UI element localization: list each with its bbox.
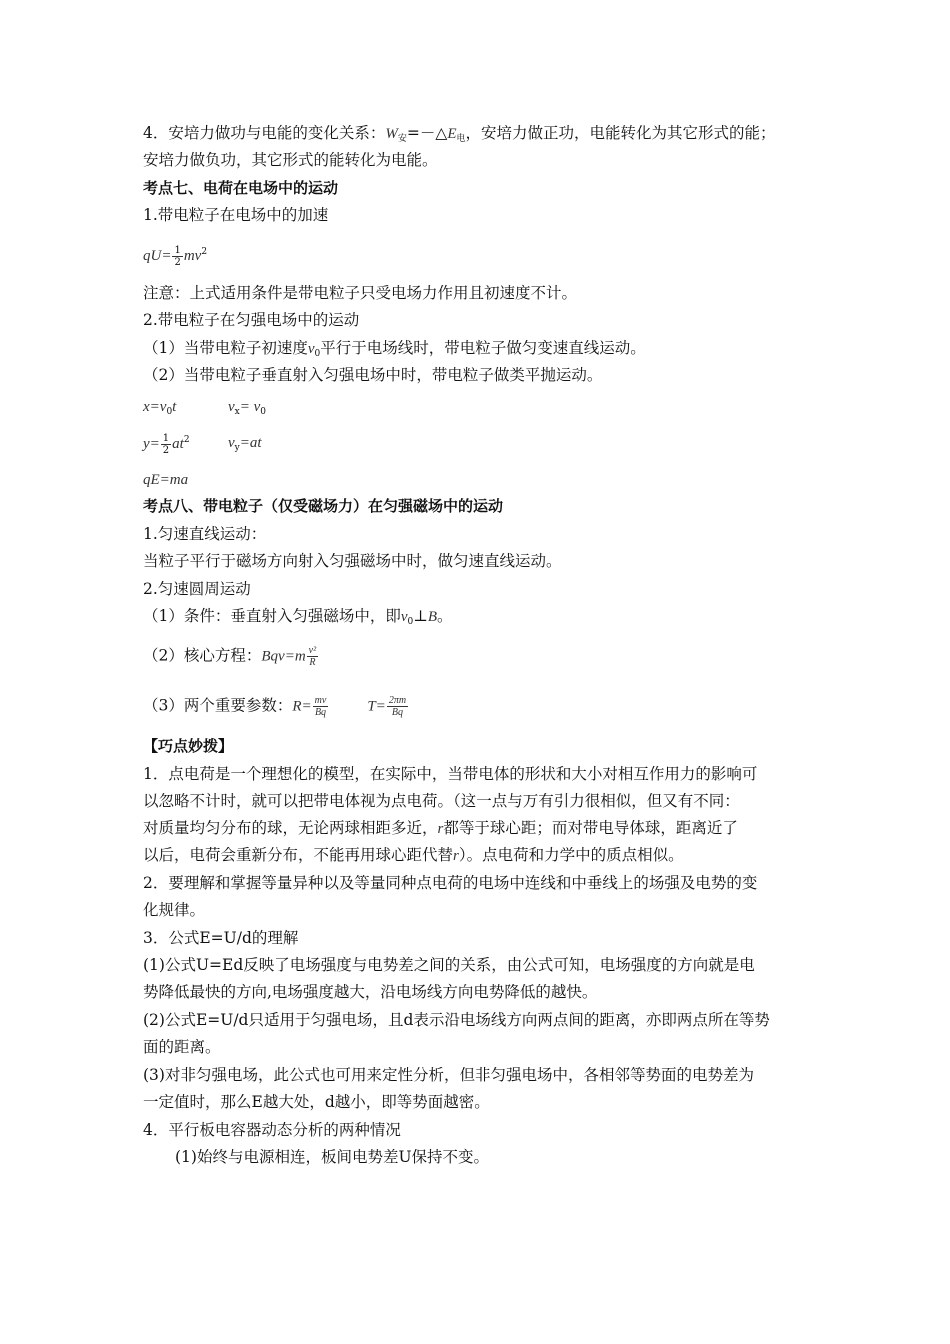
uniform-linear-desc: 当粒子平行于磁场方向射入匀强磁场中时，做匀速直线运动。 (143, 552, 562, 570)
formula-rhs: at (172, 436, 184, 452)
fraction (307, 645, 318, 668)
numerator: mv (314, 695, 327, 706)
subscript: 0 (314, 349, 321, 359)
fraction (161, 433, 171, 456)
numerator: v² (308, 645, 317, 656)
ampere-work-line-1 (143, 123, 776, 149)
formula-rhs: = v (239, 399, 261, 415)
section-circular: 2.匀速圆周运动 (143, 580, 251, 598)
subscript: 0 (166, 407, 173, 417)
text: 以后，电荷会重新分布，不能再用球心距代替 (143, 846, 454, 864)
perp-symbol: ⊥ (413, 607, 428, 625)
heading-tips: 【巧点妙拨】 (143, 737, 234, 755)
tip-line-8: (1)公式U=Ed反映了电场强度与电势差之间的关系，由公式可知，电场强度的方向就是电 (143, 956, 755, 974)
formula: qE=ma (143, 472, 189, 488)
tip-line-2: 以忽略不计时，就可以把带电体视为点电荷。（这一点与万有引力很相似，但又有不同： (143, 792, 740, 810)
text: 平行于电场线时，带电粒子做匀变速直线运动。 (320, 339, 646, 357)
formula-rhs: =at (239, 435, 262, 451)
formula-r: r (437, 821, 444, 837)
section-uniform-linear: 1.匀速直线运动： (143, 525, 267, 543)
heading-point-7: 考点七、电荷在电场中的运动 (143, 179, 339, 197)
formula-qu (143, 242, 207, 268)
subscript: x (234, 407, 240, 417)
superscript: 2 (201, 247, 208, 257)
tip-line-14: 4．平行板电容器动态分析的两种情况 (143, 1121, 401, 1139)
tip-line-3 (143, 818, 738, 839)
tip-line-13: 一定值时，那么E越大处，d越小，即等势面越密。 (143, 1093, 490, 1111)
formula-vy (228, 432, 262, 458)
formula-lhs: qU= (143, 248, 172, 264)
ampere-work-line-2: 安培力做负功，其它形式的能转化为电能。 (143, 151, 438, 169)
formula-r: r (453, 848, 459, 864)
formula-v: v (228, 399, 235, 415)
superscript: 2 (183, 435, 190, 445)
note-line: 注意：上式适用条件是带电粒子只受电场力作用且初速度不计。 (143, 284, 578, 302)
fraction (313, 695, 329, 718)
formula-v: v (228, 435, 235, 451)
formula-w: W (385, 126, 398, 142)
tip-line-15: (1)始终与电源相连，板间电势差U保持不变。 (175, 1148, 490, 1166)
formula-v: v (307, 341, 315, 357)
text: （2）核心方程： (143, 646, 262, 665)
tip-line-6: 化规律。 (143, 901, 206, 919)
text: 4．安培力做功与电能的变化关系： (143, 124, 386, 142)
tip-line-7: 3．公式E=U/d的理解 (143, 929, 299, 947)
formula-t: t (172, 399, 177, 415)
formula-lhs: Bqv=m (261, 648, 306, 665)
formula-y-lhs: y= (143, 436, 160, 452)
formula-x (143, 396, 176, 422)
fraction (387, 695, 408, 718)
tip-line-5: 2．要理解和掌握等量异种以及等量同种点电荷的电场中连线和中垂线上的场强及电势的变 (143, 874, 758, 892)
text: 对质量均匀分布的球，无论两球相距多近， (143, 819, 438, 837)
denominator: 2 (162, 444, 170, 456)
heading-point-8: 考点八、带电粒子（仅受磁场力）在匀强磁场中的运动 (143, 497, 504, 515)
numerator: 2πm (388, 695, 407, 706)
subscript: 安 (397, 134, 407, 144)
tip-line-10: (2)公式E=U/d只适用于匀强电场，且d表示沿电场线方向两点间的距离，亦即两点所在等势 (143, 1011, 770, 1029)
text: （1）当带电粒子初速度 (143, 339, 308, 357)
numerator: 1 (162, 432, 170, 444)
subscript: 0 (407, 617, 414, 627)
formula-vx (228, 396, 266, 422)
subscript: 电 (456, 134, 466, 144)
tip-line-9: 势降低最快的方向,电场强度越大，沿电场线方向电势降低的越快。 (143, 983, 598, 1001)
formula-x-lhs: x=v (143, 399, 167, 415)
formula-b: B (427, 609, 438, 625)
text: 。 (437, 607, 453, 625)
condition-line (143, 606, 453, 632)
formula-qe (143, 469, 188, 490)
text: ）。点电荷和力学中的质点相似。 (458, 846, 684, 864)
formula-t: T= (367, 698, 386, 715)
section-acceleration: 1.带电粒子在电场中的加速 (143, 206, 329, 224)
denominator: Bq (314, 707, 327, 718)
formula-mid: =－△ (406, 124, 448, 142)
core-equation-line (143, 645, 319, 668)
text: ，安培力做正功，电能转化为其它形式的能； (465, 124, 776, 142)
formula-e: E (447, 126, 457, 142)
formula-y (143, 430, 190, 456)
fraction (172, 245, 182, 268)
tip-line-4 (143, 845, 684, 866)
parameters-line (143, 695, 409, 718)
section-uniform-field: 2.带电粒子在匀强电场中的运动 (143, 311, 360, 329)
point-2-line: （2）当带电粒子垂直射入匀强电场中时，带电粒子做类平抛运动。 (143, 366, 603, 384)
denominator: Bq (391, 707, 403, 718)
tip-line-12: (3)对非匀强电场，此公式也可用来定性分析，但非匀强电场中，各相邻等势面的电势差为 (143, 1066, 754, 1084)
text: 都等于球心距；而对带电导体球，距离近了 (443, 819, 738, 837)
tip-line-11: 面的距离。 (143, 1038, 221, 1056)
point-1-line (143, 338, 646, 364)
denominator: R (309, 657, 316, 668)
denominator: 2 (174, 256, 181, 268)
tip-line-1: 1．点电荷是一个理想化的模型，在实际中，当带电体的形状和大小对相互作用力的影响可 (143, 765, 758, 783)
text: （1）条件：垂直射入匀强磁场中，即 (143, 607, 401, 625)
numerator: 1 (174, 244, 181, 256)
subscript: 0 (260, 407, 267, 417)
formula-v: v (400, 609, 408, 625)
formula-rhs: mv (183, 248, 202, 264)
subscript: y (234, 443, 240, 453)
formula-r: R= (292, 698, 312, 715)
text: （3）两个重要参数： (143, 696, 293, 715)
